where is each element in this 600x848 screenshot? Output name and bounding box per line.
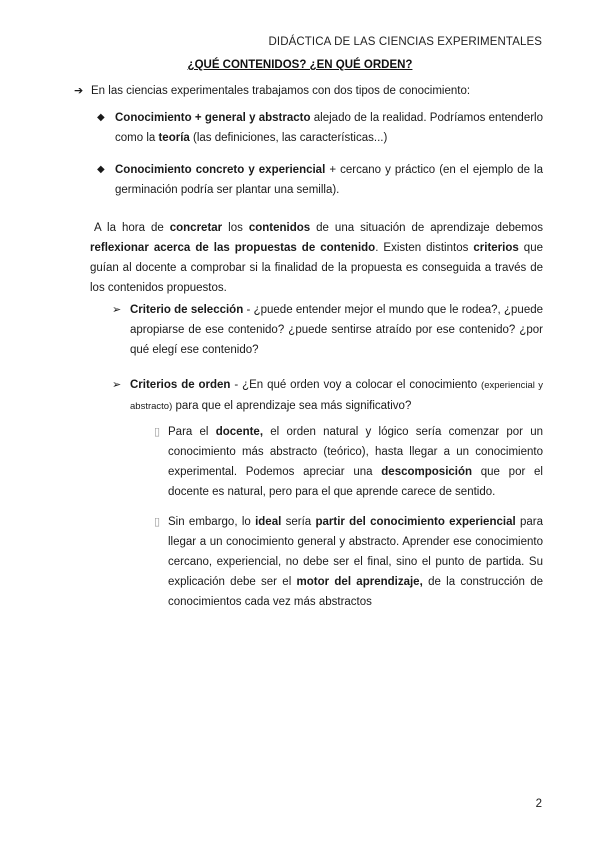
diamond-bullet-icon: ◆ [97,164,105,175]
bold-term: descomposición [381,466,473,478]
bold-term: contenidos [248,222,311,234]
bold-term: Conocimiento + general y abstracto [115,112,311,124]
body-text: - ¿puede entender mejor el mundo que le rodea?, ¿puede apropiarse de ese contenido? ¿puede sentirse atraído por ese contenido? ¿por qué elegí ese contenido? [130,304,544,356]
order-point-teacher [154,422,543,502]
bold-term: Criterio de selección [130,304,244,316]
bold-term: criterios [473,242,519,254]
square-bullet-icon: ▯ [154,516,161,528]
body-text: - ¿En qué orden voy a colocar el conocimiento [230,379,482,391]
arrowhead-bullet-icon: ➢ [112,379,122,391]
body-text: alejado de la realidad. Podríamos entenderlo como la [115,112,544,144]
bold-term: docente, [215,426,264,438]
knowledge-type-abstract [97,108,543,148]
section-title: ¿QUÉ CONTENIDOS? ¿EN QUÉ ORDEN? [187,59,413,71]
knowledge-type-concrete [97,160,543,200]
body-text: Para el [168,426,216,438]
body-text: los [222,222,249,234]
running-header: DIDÁCTICA DE LAS CIENCIAS EXPERIMENTALES [268,36,542,48]
body-text: A la hora de [94,222,170,234]
bold-term: concretar [169,222,223,234]
body-text: que guían al docente a comprobar si la finalidad de la propuesta es conseguida a través de los contenidos propuestos. [90,242,543,294]
bold-term: teoría [158,132,190,144]
order-point-ideal [154,512,543,612]
bold-term: ideal [255,516,282,528]
bold-term: Conocimiento concreto y experiencial [115,164,326,176]
criterion-order [112,375,543,417]
arrow-bullet-icon: ➔ [74,85,84,97]
arrowhead-bullet-icon: ➢ [112,304,122,316]
body-text: para llegar a un conocimiento general y abstracto. Aprender ese conocimiento cercano, experiencial, no debe ser el final, sino el punto de partida. Su explicación debe ser el [168,516,543,588]
body-text: el orden natural y lógico sería comenzar por un conocimiento más abstracto (teórico), hasta llegar a un conocimiento experimental. Podemos apreciar una [168,426,543,478]
small-note: (experiencial y abstracto) [130,380,543,412]
body-text: de una situación de aprendizaje debemos [310,222,543,234]
bold-term: Criterios de orden [130,379,231,391]
bold-term: reflexionar acerca de las propuestas de contenido [90,242,376,254]
body-text: (las definiciones, las características...) [189,132,388,144]
bold-term: motor del aprendizaje, [296,576,423,588]
body-text: Sin embargo, lo [168,516,256,528]
diamond-bullet-icon: ◆ [97,112,105,123]
content-paragraph [90,218,543,298]
square-bullet-icon: ▯ [154,426,161,438]
criterion-selection [112,300,543,360]
body-text: sería [281,516,316,528]
body-text: + cercano y práctico (en el ejemplo de la germinación podría ser plantar una semilla). [115,164,543,196]
intro-text: En las ciencias experimentales trabajamos con dos tipos de conocimiento: [91,85,471,97]
body-text: . Existen distintos [375,242,474,254]
bold-term: partir del conocimiento experiencial [315,516,516,528]
page-number: 2 [535,798,542,810]
body-text: de la construcción de conocimientos cada vez más abstractos [168,576,544,608]
body-text: que por el docente es natural, pero para el que aprende carece de sentido. [168,466,543,498]
body-text: para que el aprendizaje sea más significativo? [172,400,412,412]
